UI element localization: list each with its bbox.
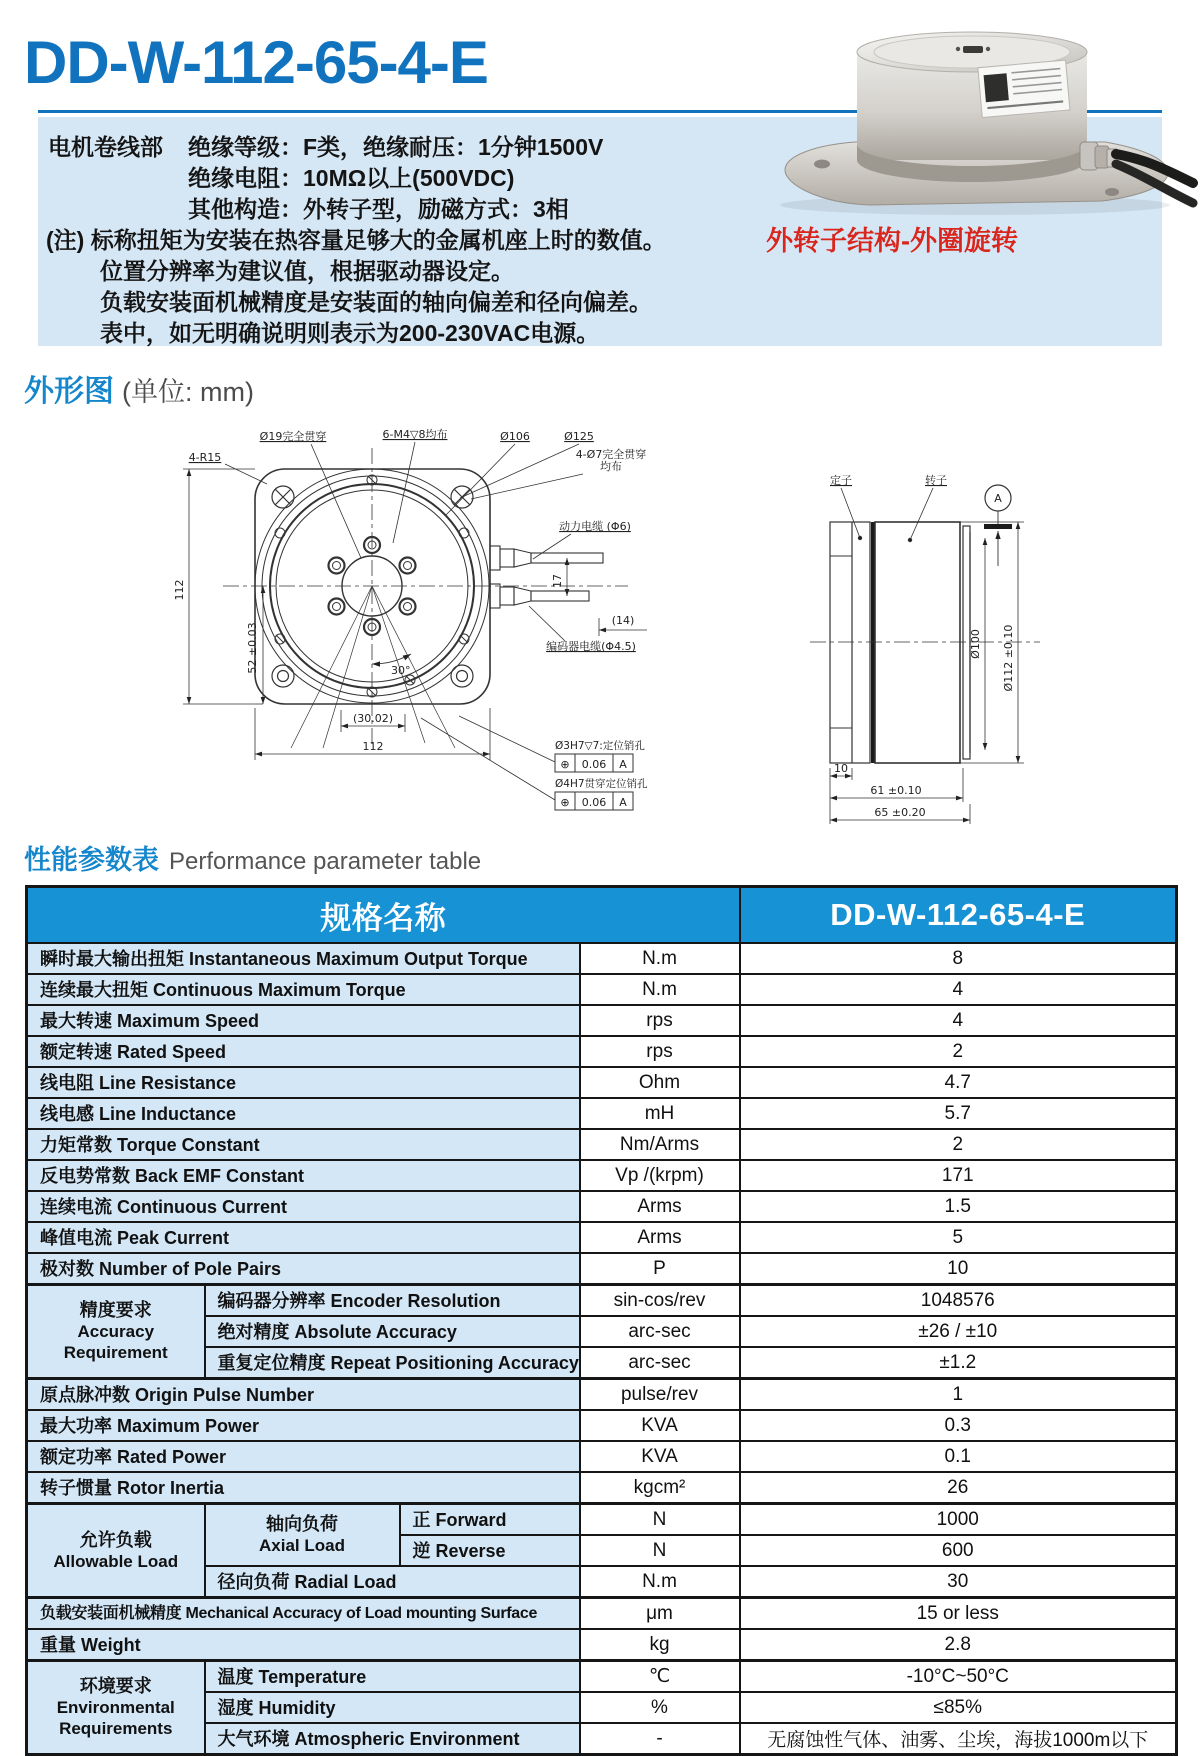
dim-label-d125: Ø125 <box>564 430 594 443</box>
dim-61: 61 ±0.10 <box>870 784 922 797</box>
param-unit: arc-sec <box>580 1316 740 1347</box>
dim-label-d106: Ø106 <box>500 430 530 443</box>
axial-load-en: Axial Load <box>259 1536 345 1555</box>
param-value: 1 <box>740 1379 1177 1411</box>
param-value: 1048576 <box>740 1285 1177 1317</box>
param-value: 26 <box>740 1472 1177 1504</box>
param-unit: N.m <box>580 943 740 974</box>
stator-label: 定子 <box>830 474 852 487</box>
param-value: -10°C~50°C <box>740 1661 1177 1693</box>
table-row <box>27 1629 1177 1661</box>
info-line-5: 位置分辨率为建议值，根据驱动器设定。 <box>100 258 514 284</box>
param-label: 绝对精度 Absolute Accuracy <box>205 1316 580 1347</box>
load-group-zh: 允许负载 <box>79 1529 152 1550</box>
param-label: 最大转速 Maximum Speed <box>27 1005 580 1036</box>
cable-power-label: 动力电缆 (Φ6) <box>559 520 631 533</box>
table-row <box>27 1472 1177 1504</box>
param-value: 10 <box>740 1253 1177 1285</box>
dim-d100: Ø100 <box>969 629 982 659</box>
axial-load-zh: 轴向负荷 <box>266 1514 338 1534</box>
param-unit: N.m <box>580 974 740 1005</box>
dim-17: 17 <box>551 574 564 588</box>
param-unit: N.m <box>580 1566 740 1598</box>
accuracy-group-en2: Requirement <box>63 1343 168 1362</box>
dim-label-4r15: 4-R15 <box>188 451 222 464</box>
env-group-zh: 环境要求 <box>79 1676 152 1696</box>
param-unit: - <box>580 1723 740 1755</box>
param-value: 15 or less <box>740 1598 1177 1630</box>
table-row <box>27 1160 1177 1191</box>
param-unit: N <box>580 1535 740 1566</box>
param-label: 重量 Weight <box>27 1629 580 1661</box>
param-value: 171 <box>740 1160 1177 1191</box>
param-unit: KVA <box>580 1410 740 1441</box>
param-label: 瞬时最大输出扭矩 Instantaneous Maximum Output Torque <box>27 943 580 974</box>
info-line-4: (注) 标称扭矩为安装在热容量足够大的金属机座上时的数值。 <box>46 227 666 253</box>
dim-label-4d7: 4-Ø7完全贯穿 <box>575 448 647 461</box>
param-unit: kg <box>580 1629 740 1661</box>
info-line-6: 负载安装面机械精度是安装面的轴向偏差和径向偏差。 <box>100 289 652 315</box>
table-row-group-load <box>27 1504 1177 1536</box>
table-row <box>27 1067 1177 1098</box>
param-label: 逆 Reverse <box>400 1535 580 1566</box>
param-value: 0.1 <box>740 1441 1177 1472</box>
datum1-sym: ⊕ <box>560 758 570 771</box>
info-line-1-prefix: 电机卷线部 <box>48 134 163 160</box>
accuracy-group-en1: Accuracy <box>77 1322 155 1341</box>
motor-label <box>978 60 1070 117</box>
param-label: 大气环境 Atmospheric Environment <box>205 1723 580 1755</box>
table-row <box>27 1598 1177 1630</box>
param-label: 负载安装面机械精度 Mechanical Accuracy of Load mounting Surface <box>27 1598 580 1630</box>
outline-heading-unit: (单位: mm) <box>122 377 254 407</box>
table-row <box>27 1036 1177 1067</box>
info-line-1-rest: 绝缘等级：F类，绝缘耐压：1分钟1500V <box>188 134 604 160</box>
param-value: 5 <box>740 1222 1177 1253</box>
param-value: ≤85% <box>740 1692 1177 1723</box>
param-label: 原点脉冲数 Origin Pulse Number <box>27 1379 580 1411</box>
dim-14: (14) <box>611 614 635 627</box>
param-label: 编码器分辨率 Encoder Resolution <box>205 1285 580 1317</box>
param-label: 温度 Temperature <box>205 1661 580 1693</box>
param-unit: Arms <box>580 1191 740 1222</box>
param-unit: rps <box>580 1005 740 1036</box>
dim-112-bottom: 112 <box>362 740 384 753</box>
param-unit: N <box>580 1504 740 1536</box>
perf-heading-zh: 性能参数表 <box>24 845 159 875</box>
param-value: 5.7 <box>740 1098 1177 1129</box>
param-label: 湿度 Humidity <box>205 1692 580 1723</box>
accuracy-group-label <box>27 1285 205 1379</box>
dim-label-6m4: 6-M4▽8均布 <box>382 428 448 441</box>
table-row-group-accuracy <box>27 1285 1177 1317</box>
table-row <box>27 1253 1177 1285</box>
axial-load-label <box>205 1504 400 1567</box>
param-label: 峰值电流 Peak Current <box>27 1222 580 1253</box>
dim-label-d19: Ø19完全贯穿 <box>259 430 327 443</box>
param-value: 2.8 <box>740 1629 1177 1661</box>
dim-10: 10 <box>834 762 848 775</box>
perf-heading <box>24 838 481 877</box>
param-value: 1.5 <box>740 1191 1177 1222</box>
table-row <box>27 1005 1177 1036</box>
side-view-drawing <box>740 428 1070 828</box>
param-value: 2 <box>740 1129 1177 1160</box>
outline-heading-zh: 外形图 <box>24 375 114 408</box>
param-label: 反电势常数 Back EMF Constant <box>27 1160 580 1191</box>
env-group-label <box>27 1661 205 1755</box>
param-label: 正 Forward <box>400 1504 580 1536</box>
param-unit: % <box>580 1692 740 1723</box>
env-group-en2: Requirements <box>59 1719 173 1738</box>
param-unit: Vp /(krpm) <box>580 1160 740 1191</box>
env-group-en1: Environmental <box>56 1698 175 1717</box>
flange-hole <box>1105 188 1119 196</box>
param-label: 连续电流 Continuous Current <box>27 1191 580 1222</box>
datum1-label: Ø3H7▽7:定位销孔 <box>555 740 645 752</box>
dim-30deg: 30° <box>391 664 411 677</box>
spec-table-wrap <box>25 885 1175 1756</box>
load-group-label <box>27 1504 205 1598</box>
dim-label-4d7-2: 均布 <box>600 460 622 473</box>
info-line-7: 表中，如无明确说明则表示为200-230VAC电源。 <box>100 320 600 346</box>
table-row <box>27 1191 1177 1222</box>
param-unit: sin-cos/rev <box>580 1285 740 1317</box>
param-unit: P <box>580 1253 740 1285</box>
param-value: ±26 / ±10 <box>740 1316 1177 1347</box>
datum2-sym: ⊕ <box>560 796 570 809</box>
dim-3002: (30.02) <box>352 712 394 725</box>
cable-encoder-label: 编码器电缆(Φ4.5) <box>546 640 636 653</box>
param-label: 转子惯量 Rotor Inertia <box>27 1472 580 1504</box>
param-label: 力矩常数 Torque Constant <box>27 1129 580 1160</box>
info-line-3: 其他构造：外转子型，励磁方式：3相 <box>188 196 569 222</box>
param-value: ±1.2 <box>740 1347 1177 1379</box>
dim-112-left: 112 <box>173 579 186 601</box>
param-value: 4.7 <box>740 1067 1177 1098</box>
datum2-label: Ø4H7贯穿定位销孔 <box>555 778 648 790</box>
param-label: 极对数 Number of Pole Pairs <box>27 1253 580 1285</box>
param-unit: μm <box>580 1598 740 1630</box>
param-value: 600 <box>740 1535 1177 1566</box>
param-label: 线电阻 Line Resistance <box>27 1067 580 1098</box>
datum1-tol: 0.06 <box>581 758 607 771</box>
param-value: 8 <box>740 943 1177 974</box>
param-label: 径向负荷 Radial Load <box>205 1566 580 1598</box>
param-value: 4 <box>740 1005 1177 1036</box>
param-value: 1000 <box>740 1504 1177 1536</box>
page-title: DD-W-112-65-4-E <box>24 29 488 96</box>
dim-65: 65 ±0.20 <box>874 806 926 819</box>
datum-a-label: A <box>994 492 1002 505</box>
datum1-ref: A <box>619 758 627 771</box>
flange-hole <box>814 160 830 169</box>
outline-heading <box>24 366 254 410</box>
datum2-tol: 0.06 <box>581 796 607 809</box>
top-screw <box>956 47 960 51</box>
table-row <box>27 974 1177 1005</box>
param-label: 连续最大扭矩 Continuous Maximum Torque <box>27 974 580 1005</box>
param-unit: Nm/Arms <box>580 1129 740 1160</box>
param-label: 重复定位精度 Repeat Positioning Accuracy <box>205 1347 580 1379</box>
param-label: 线电感 Line Inductance <box>27 1098 580 1129</box>
param-value: 无腐蚀性气体、油雾、尘埃，海拔1000m以下 <box>740 1723 1177 1755</box>
param-unit: rps <box>580 1036 740 1067</box>
param-label: 额定功率 Rated Power <box>27 1441 580 1472</box>
param-unit: KVA <box>580 1441 740 1472</box>
param-label: 最大功率 Maximum Power <box>27 1410 580 1441</box>
param-value: 30 <box>740 1566 1177 1598</box>
table-header-row <box>27 887 1177 944</box>
product-photo <box>760 4 1195 219</box>
datum2-ref: A <box>619 796 627 809</box>
perf-heading-en: Performance parameter table <box>169 848 482 875</box>
accuracy-group-zh: 精度要求 <box>79 1300 152 1320</box>
table-row <box>27 1098 1177 1129</box>
top-screw <box>986 47 990 51</box>
param-unit: mH <box>580 1098 740 1129</box>
table-row-group-env <box>27 1661 1177 1693</box>
load-group-en: Allowable Load <box>53 1551 179 1571</box>
dim-d112: Ø112 ±0.10 <box>1002 624 1015 692</box>
spec-table <box>25 885 1178 1756</box>
param-unit: pulse/rev <box>580 1379 740 1411</box>
table-row <box>27 1379 1177 1411</box>
param-unit: Arms <box>580 1222 740 1253</box>
top-slot <box>963 46 983 53</box>
photo-caption: 外转子结构-外圈旋转 <box>766 226 1018 256</box>
param-unit: kgcm² <box>580 1472 740 1504</box>
dim-52: 52 ±0.03 <box>246 622 259 674</box>
table-row <box>27 1441 1177 1472</box>
info-line-2: 绝缘电阻：10MΩ以上(500VDC) <box>188 165 515 191</box>
rotor-label: 转子 <box>925 474 947 487</box>
param-value: 0.3 <box>740 1410 1177 1441</box>
table-row <box>27 1129 1177 1160</box>
table-row <box>27 1410 1177 1441</box>
param-unit: ℃ <box>580 1661 740 1693</box>
header-spec-name: 规格名称 <box>27 887 740 944</box>
param-unit: arc-sec <box>580 1347 740 1379</box>
param-unit: Ohm <box>580 1067 740 1098</box>
table-row <box>27 943 1177 974</box>
param-value: 2 <box>740 1036 1177 1067</box>
table-row <box>27 1222 1177 1253</box>
param-value: 4 <box>740 974 1177 1005</box>
param-label: 额定转速 Rated Speed <box>27 1036 580 1067</box>
front-view-drawing <box>163 418 668 820</box>
header-model: DD-W-112-65-4-E <box>740 887 1177 944</box>
